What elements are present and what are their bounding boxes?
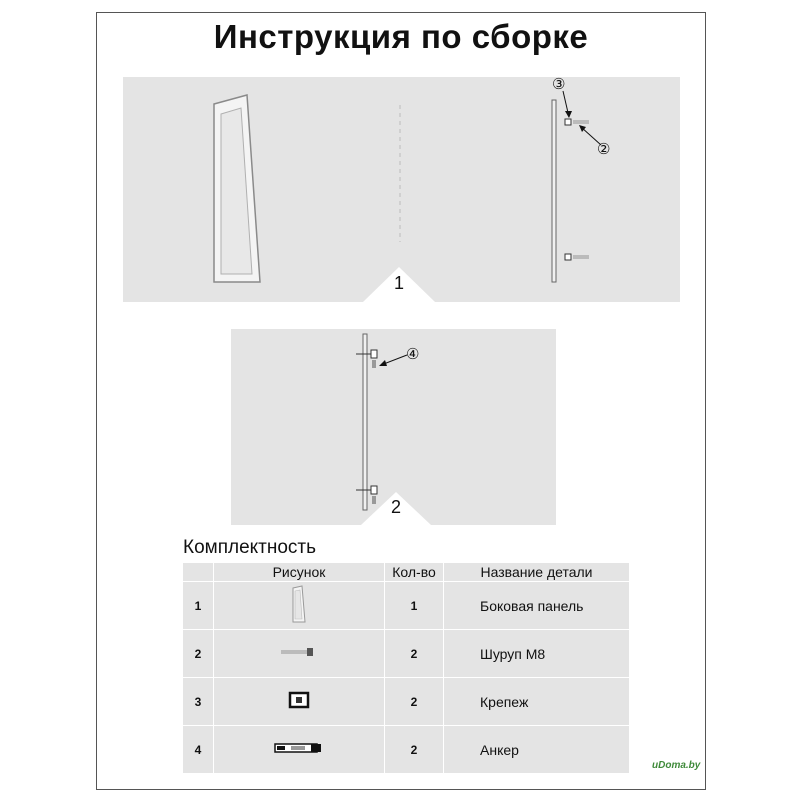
row-name: Анкер [444, 726, 630, 774]
row-number: 3 [183, 678, 214, 726]
table-row [183, 726, 629, 774]
column-picture: Рисунок [214, 563, 385, 582]
row-quantity: 2 [385, 678, 444, 726]
row-picture [214, 582, 385, 630]
step-2-panel [231, 329, 556, 525]
table-row [183, 630, 629, 678]
bracket-icon [287, 691, 311, 709]
step-1-number: 1 [394, 273, 405, 293]
anchor-icon [273, 741, 325, 755]
kit-table [183, 563, 629, 774]
column-name: Название детали [444, 563, 630, 582]
callout-2: ② [597, 141, 611, 158]
callout-3: ③ [552, 76, 566, 93]
watermark-logo: uDoma.by [652, 760, 701, 771]
step-1-panel [123, 77, 680, 302]
side-panel-drawing [214, 95, 260, 282]
row-name: Боковая панель [444, 582, 630, 630]
row-name: Крепеж [444, 678, 630, 726]
row-picture [214, 630, 385, 678]
side-panel-icon [284, 583, 314, 625]
step-2-number: 2 [391, 497, 402, 517]
table-row [183, 678, 629, 726]
column-number [183, 563, 214, 582]
kit-heading: Комплектность [183, 537, 317, 558]
row-name: Шуруп М8 [444, 630, 630, 678]
column-quantity: Кол-во [385, 563, 444, 582]
profile-assembly-drawing [356, 334, 377, 510]
document-title: Инструкция по сборке [213, 18, 589, 55]
step-2-illustration [231, 329, 556, 525]
callout-4: ④ [406, 346, 420, 363]
row-picture [214, 678, 385, 726]
row-quantity: 2 [385, 630, 444, 678]
row-picture [214, 726, 385, 774]
screw-icon [279, 646, 319, 658]
row-number: 1 [183, 582, 214, 630]
row-quantity: 2 [385, 726, 444, 774]
kit-table-header [183, 563, 629, 582]
step-1-illustration [123, 77, 680, 302]
row-number: 2 [183, 630, 214, 678]
row-quantity: 1 [385, 582, 444, 630]
row-number: 4 [183, 726, 214, 774]
table-row [183, 582, 629, 630]
